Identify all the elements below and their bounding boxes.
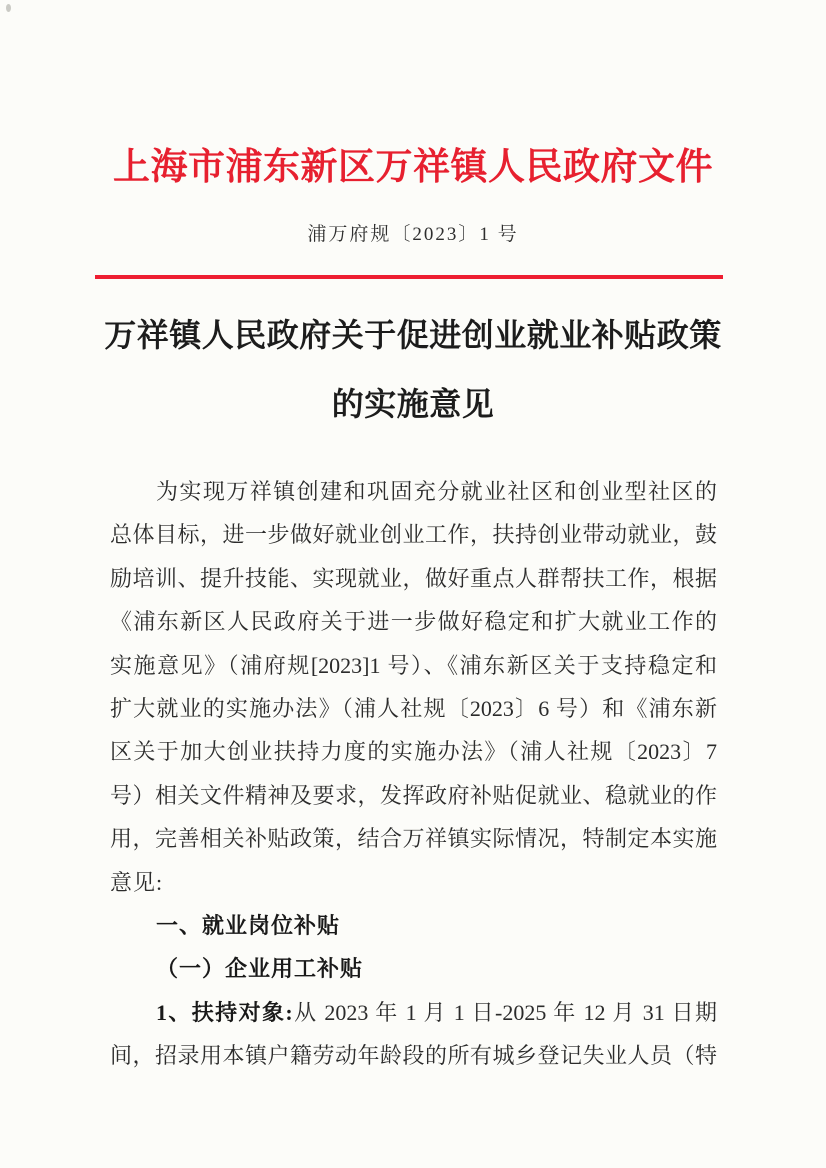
document-title-line2: 的实施意见 xyxy=(331,386,495,422)
scan-artifact-speck xyxy=(6,4,11,12)
body-line-lead-support-target: 1、扶持对象: xyxy=(156,999,293,1025)
red-divider-line xyxy=(95,275,723,279)
body-line: 《浦东新区人民政府关于进一步做好稳定和扩大就业工作的 xyxy=(110,609,717,635)
body-line-rest: 从 2023 年 1 月 1 日-2025 年 12 月 31 日期 xyxy=(292,999,718,1025)
body-line: 间，招录用本镇户籍劳动年龄段的所有城乡登记失业人员（特 xyxy=(110,1043,717,1069)
document-body xyxy=(110,470,717,1077)
body-line: 总体目标，进一步做好就业创业工作，扶持创业带动就业，鼓 xyxy=(110,522,717,548)
body-line: 用，完善相关补贴政策，结合万祥镇实际情况，特制定本实施 xyxy=(110,826,717,852)
body-line: 励培训、提升技能、实现就业，做好重点人群帮扶工作，根据 xyxy=(110,565,717,591)
body-line: 扩大就业的实施办法》（浦人社规〔2023〕6 号）和《浦东新 xyxy=(110,695,717,721)
body-line: 为实现万祥镇创建和巩固充分就业社区和创业型社区的 xyxy=(156,479,717,504)
section-heading-employment-subsidy: 一、就业岗位补贴 xyxy=(156,912,341,938)
document-title-line1: 万祥镇人民政府关于促进创业就业补贴政策 xyxy=(104,317,722,353)
body-line: 区关于加大创业扶持力度的实施办法》（浦人社规〔2023〕7 xyxy=(110,739,717,765)
document-title xyxy=(55,301,771,439)
body-line: 实施意见》（浦府规[2023]1 号）、《浦东新区关于支持稳定和 xyxy=(110,652,717,678)
letterhead-org-title: 上海市浦东新区万祥镇人民政府文件 xyxy=(113,147,713,188)
body-line xyxy=(110,991,717,1034)
document-number: 浦万府规〔2023〕1 号 xyxy=(307,224,519,245)
subsection-heading-enterprise-subsidy: （一）企业用工补贴 xyxy=(156,956,364,982)
body-line: 意见: xyxy=(110,869,164,895)
body-line: 号）相关文件精神及要求，发挥政府补贴促就业、稳就业的作 xyxy=(110,782,717,808)
